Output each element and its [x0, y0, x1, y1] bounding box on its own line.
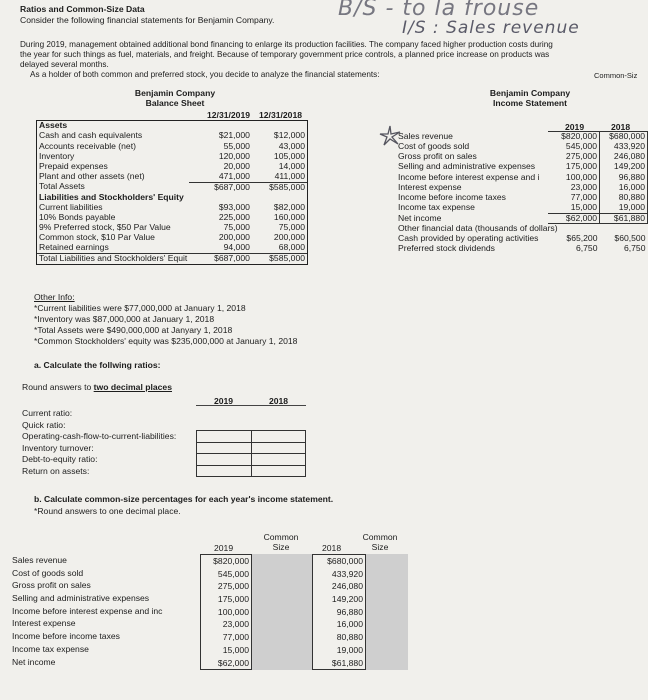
- is-row-label: Preferred stock dividends: [398, 243, 495, 254]
- ratio-inventory-turnover: Inventory turnover:: [22, 442, 94, 453]
- intro-line-1: During 2019, management obtained additional bond financing to enlarge its production facilities. The company faced higher production costs during: [20, 40, 553, 49]
- cs-labels: [12, 554, 162, 668]
- cs-value-2018: 96,880: [312, 606, 366, 619]
- cs-label: Income before income taxes: [12, 631, 120, 642]
- is-row-2018: 246,080: [600, 152, 648, 162]
- is-row-label: Sales revenue: [398, 130, 453, 141]
- cs-value-2019: $820,000: [200, 555, 252, 568]
- bs-row: [37, 192, 307, 202]
- part-b-heading: b. Calculate common-size percentages for each year's income statement.: [34, 494, 334, 504]
- bs-row-label: 9% Preferred stock, $50 Par Value: [39, 222, 171, 233]
- bs-row-label: Plant and other assets (net): [39, 171, 145, 182]
- is-row-2019: $820,000: [548, 132, 600, 142]
- cs-value-2018: 149,200: [312, 593, 366, 606]
- bs-row-2018: $585,000: [252, 253, 307, 263]
- cs-col-2018: 2018: [322, 543, 342, 553]
- is-row-2019: 100,000: [565, 171, 597, 182]
- bs-row-label: 10% Bonds payable: [39, 211, 116, 222]
- cs-value-2018: 80,880: [312, 631, 366, 644]
- cs-common-size-2018-column[interactable]: [366, 554, 408, 670]
- bs-row: [37, 131, 307, 141]
- bs-row-label: Cash and cash equivalents: [39, 130, 143, 141]
- is-row: [396, 213, 648, 224]
- cs-size-label: Size: [371, 542, 389, 552]
- ratio-input-2019[interactable]: [197, 442, 252, 454]
- bs-row-2018: 14,000: [278, 161, 305, 172]
- is-row: [396, 172, 648, 182]
- is-row-2018: 6,750: [623, 243, 646, 254]
- cs-value-2019: 23,000: [200, 618, 252, 631]
- income-statement-table: [396, 131, 648, 254]
- is-row-label: Cost of goods sold: [398, 140, 470, 151]
- ratio-labels: [22, 408, 176, 477]
- bs-row-label: Retained earnings: [39, 242, 109, 253]
- is-row-label: Income tax expense: [398, 202, 475, 213]
- bs-row-2019: 471,000: [218, 170, 250, 181]
- cs-value-2018: 433,920: [312, 568, 366, 581]
- bs-row-2018: $82,000: [273, 201, 305, 212]
- is-row: [396, 203, 648, 213]
- ratio-input-2018[interactable]: [251, 442, 306, 454]
- is-row-2018: $60,500: [614, 233, 646, 244]
- bs-row-2019: 94,000: [223, 242, 250, 253]
- is-row-2019: 545,000: [565, 140, 597, 151]
- bs-row-label: Accounts receivable (net): [39, 140, 136, 151]
- bs-row-2018: 105,000: [273, 150, 305, 161]
- common-size-tab[interactable]: Common-Siz: [594, 71, 638, 80]
- cs-col-common-2019: [252, 532, 310, 552]
- cs-value-2018: $61,880: [312, 657, 366, 670]
- part-a-heading: a. Calculate the follwing ratios:: [34, 360, 161, 370]
- bs-row-label: Current liabilities: [39, 201, 103, 212]
- ratio-input-2019[interactable]: [197, 465, 252, 477]
- ratio-roa: Return on assets:: [22, 465, 90, 476]
- bs-row-2018: 75,000: [278, 222, 305, 233]
- ratio-col-headers: [196, 396, 306, 406]
- is-row-2018: 16,000: [600, 182, 648, 192]
- cs-value-2019: 100,000: [200, 606, 252, 619]
- bs-row-label: Total Assets: [39, 181, 85, 192]
- bs-row-2018: $12,000: [273, 130, 305, 141]
- bs-row-2019: $687,000: [189, 182, 252, 192]
- cs-label: Selling and administrative expenses: [12, 593, 150, 604]
- cs-2018-values: [312, 554, 366, 670]
- is-row-2019: $62,000: [548, 213, 600, 224]
- bs-row-2018: 68,000: [278, 242, 305, 253]
- is-row-2019: 77,000: [570, 191, 597, 202]
- other-info-item: *Inventory was $87,000,000 at January 1, 2018: [34, 314, 215, 324]
- bs-row-2019: 20,000: [223, 161, 250, 172]
- is-row-2018: 149,200: [600, 162, 648, 172]
- ratio-input-2018[interactable]: [251, 454, 306, 466]
- handwritten-note-2: I/S : Sales revenue: [402, 18, 580, 38]
- bs-row-2019: 200,000: [218, 232, 250, 243]
- cs-size-label: Size: [272, 542, 290, 552]
- bs-row: [37, 182, 307, 192]
- is-row-label: Income before income taxes: [398, 191, 506, 202]
- is-row-label: Interest expense: [398, 181, 462, 192]
- bs-row-label: Total Liabilities and Stockholders' Equit: [39, 252, 188, 263]
- handwritten-note-1: B/S - to la frouse: [338, 0, 540, 21]
- cs-value-2018: 246,080: [312, 580, 366, 593]
- is-other-label: Other financial data (thousands of dollars): [398, 223, 558, 234]
- bs-row-2019: 55,000: [223, 140, 250, 151]
- bs-title: Balance Sheet: [145, 98, 205, 108]
- bs-row-2019: $687,000: [189, 253, 252, 263]
- intro-line-4: As a holder of both common and preferred stock, you decide to analyze the financial statements:: [30, 70, 380, 79]
- is-row-2019: 175,000: [565, 161, 597, 172]
- ratio-current: Current ratio:: [22, 408, 73, 418]
- ratio-col-2019: 2019: [213, 396, 234, 406]
- page-subtitle: Consider the following financial statements for Benjamin Company.: [20, 15, 275, 25]
- is-col-2019: 2019: [565, 122, 585, 132]
- cs-value-2019: 77,000: [200, 631, 252, 644]
- bs-row-label: Inventory: [39, 150, 75, 161]
- ratio-ocf: Operating-cash-flow-to-current-liabilities:: [22, 431, 177, 441]
- cs-label: Income tax expense: [12, 643, 89, 654]
- page-title: Ratios and Common-Size Data: [20, 4, 145, 14]
- bs-row-2019: $93,000: [218, 201, 250, 212]
- is-row-2018: $680,000: [600, 132, 648, 142]
- cs-common-label: Common: [263, 532, 299, 542]
- is-row-2018: 96,880: [600, 172, 648, 182]
- bs-row-label: Liabilities and Stockholders' Equity: [39, 191, 184, 202]
- cs-value-2019: 15,000: [200, 644, 252, 657]
- ratio-quick: Quick ratio:: [22, 419, 66, 430]
- is-row: [396, 244, 648, 254]
- cs-value-2018: $680,000: [312, 555, 366, 568]
- is-row-2018: 80,880: [600, 193, 648, 203]
- cs-value-2019: 545,000: [200, 568, 252, 581]
- ratio-input-grid: [196, 430, 306, 477]
- bs-row-2019: 75,000: [223, 222, 250, 233]
- bs-row-2018: $585,000: [252, 182, 307, 192]
- other-info-item: *Current liabilities were $77,000,000 at January 1, 2018: [34, 303, 246, 313]
- bs-row-label: Common stock, $10 Par Value: [39, 232, 155, 243]
- other-info-heading: Other Info:: [34, 292, 75, 302]
- cs-value-2018: 19,000: [312, 644, 366, 657]
- intro-line-2: the year for such things as fuel, materials, and freight. Because of temporary government price controls, a planned price increase on products was: [20, 50, 550, 59]
- cs-label: Sales revenue: [12, 555, 67, 565]
- bs-row-2018: 200,000: [273, 232, 305, 243]
- balance-sheet-table: [36, 120, 308, 265]
- cs-common-size-2019-column[interactable]: [252, 554, 312, 670]
- cs-value-2018: 16,000: [312, 618, 366, 631]
- is-row-2018: 19,000: [600, 203, 648, 213]
- cs-value-2019: 275,000: [200, 580, 252, 593]
- is-row-2018: 433,920: [600, 142, 648, 152]
- cs-2019-values: [200, 554, 252, 670]
- is-row-label: Income before interest expense and i: [398, 171, 540, 182]
- is-row-label: Gross profit on sales: [398, 151, 477, 162]
- bs-col-2018: 12/31/2018: [259, 110, 303, 120]
- intro-line-3: delayed several months.: [20, 60, 109, 69]
- ratio-input-2019[interactable]: [197, 431, 252, 443]
- ratio-input-2018[interactable]: [251, 431, 306, 443]
- bs-row-label: Prepaid expenses: [39, 161, 108, 172]
- is-row-2019: $65,200: [566, 233, 598, 244]
- is-row: [396, 162, 648, 172]
- cs-common-label: Common: [362, 532, 398, 542]
- is-row-2019: 275,000: [565, 151, 597, 162]
- cs-label: Net income: [12, 656, 56, 667]
- other-info-item: *Total Assets were $490,000,000 at Janyary 1, 2018: [34, 325, 233, 335]
- bs-row-2019: 120,000: [218, 150, 250, 161]
- part-b-note: *Round answers to one decimal place.: [34, 506, 181, 516]
- part-a-round-note: [22, 382, 172, 392]
- is-row-2019: 6,750: [575, 243, 598, 254]
- bs-row-2018: 160,000: [273, 211, 305, 222]
- bs-company: Benjamin Company: [134, 88, 216, 98]
- cs-col-2019: 2019: [214, 543, 234, 553]
- is-company: Benjamin Company: [489, 88, 571, 98]
- is-title: Income Statement: [492, 98, 568, 108]
- bs-row-2019: $21,000: [218, 130, 250, 141]
- other-info-item: *Common Stockholders' equity was $235,000,000 at January 1, 2018: [34, 336, 298, 346]
- ratio-debt-to-equity: Debt-to-equity ratio:: [22, 454, 98, 464]
- cs-value-2019: $62,000: [200, 657, 252, 670]
- cs-label: Interest expense: [12, 618, 76, 629]
- cs-value-2019: 175,000: [200, 593, 252, 606]
- round-prefix: Round answers to: [22, 382, 94, 392]
- bs-row: [37, 253, 307, 263]
- bs-row: [37, 243, 307, 253]
- bs-col-2019: 12/31/2019: [207, 110, 251, 120]
- cs-label: Gross profit on sales: [12, 580, 91, 591]
- is-row-label: Net income: [398, 212, 442, 223]
- cs-label: Cost of goods sold: [12, 567, 84, 578]
- bs-row-2019: 225,000: [218, 211, 250, 222]
- is-row-label: Selling and administrative expenses: [398, 161, 536, 172]
- is-row-2018: $61,880: [600, 213, 648, 224]
- cs-label: Income before interest expense and inc: [12, 605, 163, 616]
- bs-row: [37, 141, 307, 151]
- is-col-2018: 2018: [611, 122, 631, 132]
- ratio-input-2019[interactable]: [197, 454, 252, 466]
- ratio-input-2018[interactable]: [251, 465, 306, 477]
- is-row-label: Cash provided by operating activities: [398, 233, 539, 244]
- bs-row-2018: 43,000: [278, 140, 305, 151]
- ratio-col-2018: 2018: [268, 396, 289, 406]
- bs-row-label: Assets: [39, 120, 68, 131]
- bs-row-2018: 411,000: [274, 170, 305, 181]
- round-emphasis: two decimal places: [93, 382, 172, 392]
- is-row-2019: 23,000: [570, 181, 597, 192]
- cs-col-common-2018: [354, 532, 406, 552]
- is-row-2019: 15,000: [570, 201, 597, 212]
